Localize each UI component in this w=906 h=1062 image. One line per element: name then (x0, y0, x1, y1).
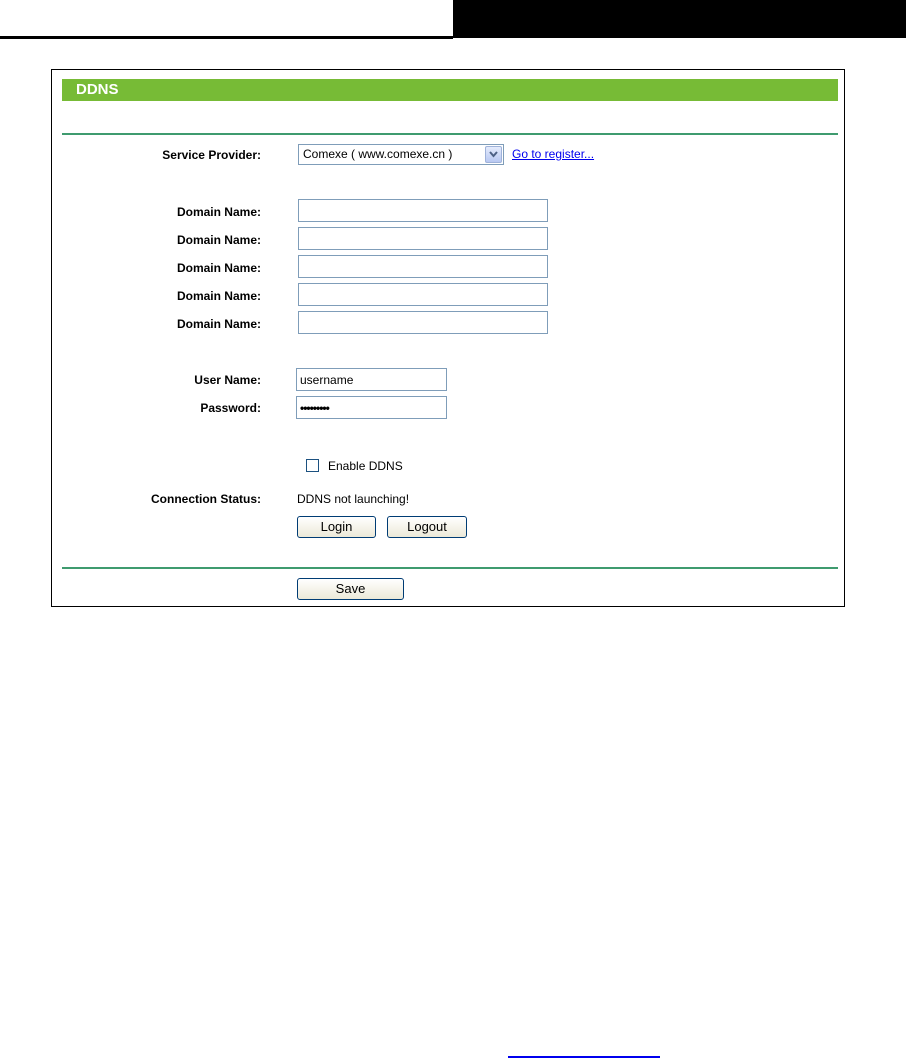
domain-name-label: Domain Name: (176, 233, 261, 247)
go-to-register-link[interactable]: Go to register... (512, 147, 595, 161)
domain-name-input-2[interactable] (298, 227, 548, 250)
domain-name-input-3[interactable] (298, 255, 548, 278)
domain-name-input-4[interactable] (298, 283, 548, 306)
connection-status-value: DDNS not launching! (297, 492, 410, 506)
page-header-rule (0, 36, 453, 39)
service-provider-value: Comexe ( www.comexe.cn ) (303, 147, 453, 161)
connection-status-label: Connection Status: (151, 492, 261, 506)
domain-name-input-5[interactable] (298, 311, 548, 334)
title-bar (62, 79, 838, 101)
enable-ddns-checkbox[interactable] (306, 459, 319, 472)
logout-button[interactable]: Logout (387, 516, 467, 538)
ddns-panel (51, 69, 845, 607)
bottom-divider (62, 567, 838, 569)
save-button[interactable]: Save (297, 578, 404, 600)
page-title: DDNS (76, 81, 119, 98)
password-label: Password: (200, 401, 261, 415)
domain-name-label: Domain Name: (176, 205, 261, 219)
top-divider (62, 133, 838, 135)
chevron-down-icon[interactable] (485, 146, 502, 163)
bottom-link-underline (508, 1056, 660, 1058)
service-provider-label: Service Provider: (162, 148, 261, 162)
page-header-band (453, 0, 906, 38)
user-name-label: User Name: (194, 373, 261, 387)
domain-name-label: Domain Name: (176, 261, 261, 275)
domain-name-label: Domain Name: (176, 289, 261, 303)
domain-name-input-1[interactable] (298, 199, 548, 222)
password-input[interactable] (296, 396, 447, 419)
service-provider-select[interactable] (298, 144, 504, 165)
login-button[interactable]: Login (297, 516, 376, 538)
enable-ddns-label: Enable DDNS (328, 459, 403, 473)
user-name-input[interactable] (296, 368, 447, 391)
domain-name-label: Domain Name: (176, 317, 261, 331)
